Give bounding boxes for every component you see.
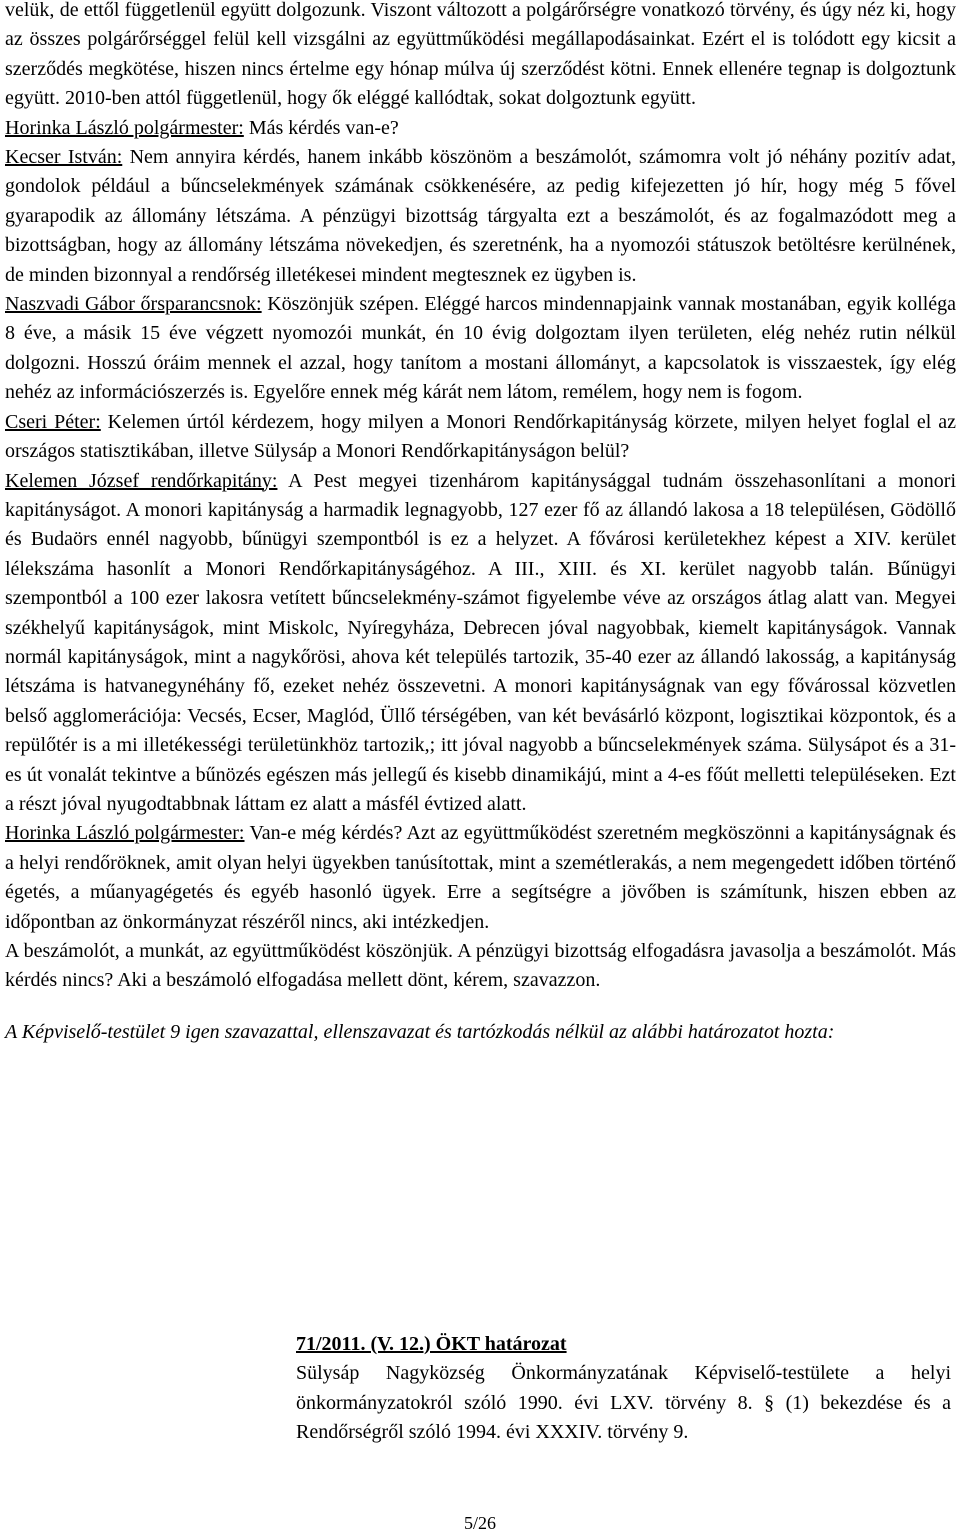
paragraph-text: Van-e még kérdés? Azt az együttműködést szeretném megköszönni a kapitányságnak és a helyi rendőröknek, amit olyan helyi ügyekben tanúsítottak, mint a szemétlerakás, a nem megengedett időben történő égetés, a műanyagégetés és egyéb hasonló ügyek. Erre a segítségre a jövőben is számítunk, hiszen ebben az időpontban az önkormányzat részéről nincs, aki intézkedjen.: [5, 822, 957, 933]
paragraph-text: Nem annyira kérdés, hanem inkább köszönöm a beszámolót, számomra volt jó néhány pozitív adat, gondolok például a bűncselekmények számának csökkenésére, az pedig kifejezetten jó hír, hogy még 5 fővel gyarapodik az állomány létszáma. A pénzügyi bizottság tárgyalta ezt a beszámolót, és az fogalmazódott meg a bizottságban, hogy az állomány létszáma növekedjen, és szeretnénk, ha a nyomozói státuszok betöltésre kerülnének, de minden bizonnyal a rendőrség illetékesei mindent megtesznek ez ügyben is.: [5, 146, 957, 286]
paragraph: [5, 408, 956, 467]
resolution-title: 71/2011. (V. 12.) ÖKT határozat: [296, 1333, 567, 1355]
paragraph: [5, 143, 956, 290]
paragraph-text: A beszámolót, a munkát, az együttműködést köszönjük. A pénzügyi bizottság elfogadásra javasolja a beszámolót. Más kérdés nincs? Aki a beszámoló elfogadása mellett dönt, kérem, szavazzon.: [5, 940, 956, 992]
paragraph: [5, 467, 956, 820]
paragraph-text: Kelemen úrtól kérdezem, hogy milyen a Monori Rendőrkapitányság körzete, milyen helyet foglal el az országos statisztikában, illetve Sülysáp a Monori Rendőrkapitányságon belül?: [5, 410, 956, 463]
resolution-block: [296, 1330, 951, 1448]
speaker-name: Naszvadi Gábor őrsparancsnok:: [5, 293, 262, 316]
speaker-name: Kelemen József rendőrkapitány:: [5, 469, 278, 492]
paragraph-text: Más kérdés van-e?: [243, 116, 399, 139]
speaker-name: Horinka László polgármester:: [5, 822, 245, 845]
page-number: 5/26: [463, 1513, 496, 1533]
paragraph-text: velük, de ettől függetlenül együtt dolgozunk. Viszont változott a polgárőrségre vonatkozó törvény, és úgy néz ki, hogy az összes polgárőrséggel felül kell vizsgálni az együttműködési megállapodásainkat. Ezért el is tolódott egy kicsit a szerződés megkötése, hiszen nincs értelme egy hónap múlva új szerződést kötni. Ennek ellenére tegnap is dolgoztunk együtt. 2010-ben attól függetlenül, hogy ők eléggé kallódtak, sokat dolgoztunk együtt.: [5, 0, 956, 110]
paragraph: [5, 290, 956, 408]
paragraph-text: Köszönjük szépen. Eléggé harcos mindennapjaink vannak mostanában, egyik kolléga 8 éve, a másik 15 éve végzett nyomozói munkát, én 10 évig dolgoztam ilyen területen, elég nehéz rutin nélkül dolgozni. Hosszú óráim mennek el azzal, hogy tanítom a mostani állományt, a kapcsolatok is visszaestek, így elég nehéz az információszerzés is. Egyelőre ennek még kárát nem látom, remélem, hogy nem is fogom.: [5, 293, 957, 404]
resolution-text: Sülysáp Nagyközség Önkormányzatának Képviselő-testülete a helyi önkormányzatokról szóló 1990. évi LXV. törvény 8. § (1) bekezdése és a Rendőrségről szóló 1994. évi XXXIV. törvény 9.: [296, 1362, 951, 1444]
speaker-name: Kecser István:: [5, 146, 123, 169]
document-page: [5, 0, 956, 1047]
speaker-name: Horinka László polgármester:: [5, 116, 244, 139]
resolution-intro: A Képviselő-testület 9 igen szavazattal, ellenszavazat és tartózkodás nélkül az alábbi határozatot hozta:: [5, 1020, 835, 1043]
paragraph: [5, 114, 956, 143]
paragraph: [5, 0, 956, 114]
paragraph-text: A Pest megyei tizenhárom kapitánysággal tudnám összehasonlítani a monori kapitányságot. A monori kapitányság a harmadik legnagyobb, 127 ezer fő az állandó lakosa a 18 településen, Gödöllő és Budaörs ennél nagyobb, bűnügyi szempontból is ez a helyzet. A fővárosi kerületekhez képest a XIV. kerület lélekszáma hasonlít a Monori Rendőrkapitányságéhoz. A III., XIII. és XI. kerület nagyobb talán. Bűnügyi szempontból a 100 ezer lakosra vetített bűncselekmény-számot figyelembe véve az országos átlag alatt van. Megyei székhelyű kapitányságok, mint Miskolc, Nyíregyháza, Debrecen jóval nagyobbak, kiemelt kapitányságok. Vannak normál kapitányságok, mint a nagykőrösi, ahova két település tartozik, 35-40 ezer az állandó lakosság, a kapitányság létszáma is hatvanegynéhány fő, ezeket nehéz összevetni. A monori kapitányságnak van egy fővárossal közvetlen belső agglomerációja: Vecsés, Ecser, Maglód, Üllő térségében, van két bevásárló központ, logisztikai központok, és a repülőtér is a mi illetékességi területünkhöz tartozik,; itt jóval nagyobb a bűncselekmények száma. Sülysápot és a 31-es út vonalát tekintve a bűnözés egészen más jellegű és kisebb dinamikájú, mint a 4-es főút melletti településeken. Ezt a részt jóval nyugodtabbnak láttam ez alatt a másfél évtized alatt.: [5, 469, 956, 815]
speaker-name: Cseri Péter:: [5, 410, 101, 433]
paragraph: [5, 937, 956, 996]
paragraph: [5, 819, 956, 937]
